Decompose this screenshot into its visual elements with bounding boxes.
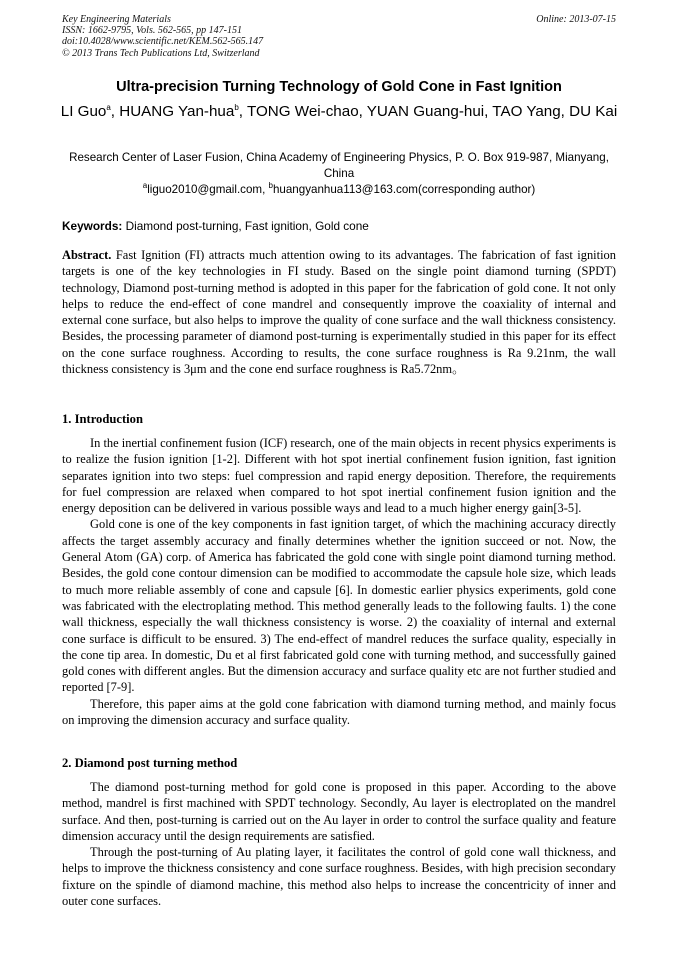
online-date: Online: 2013-07-15 [536,14,616,25]
author-2-sup: b [234,102,239,112]
abstract-text: Fast Ignition (FI) attracts much attention owing to its advantages. The fabrication of fast ignition targets is one of the key technologies in FI study. Based on the single point diamond turning (SPDT) technology, Diamond post-turning method is adopted in this paper for the fabrication of gold cone. It not only helps to reduce the end-effect of cone mandrel and consequently improve the coaxiality of internal and external cone surface, but also helps to improve the quality of cone surface and the wall thickness consistency. Besides, the processing parameter of diamond post-turning is experimentally studied in this paper for its effect on the cone surface roughness. According to results, the cone surface roughness is Ra 9.21nm, the wall thickness consistency is 3μm and the cone end surface roughness is Ra5.72nm。 [62,248,616,377]
section-1-body [62,435,616,728]
abstract-label: Abstract. [62,248,112,262]
author-1: LI Guo [60,103,107,120]
email-a-sup: a [142,181,148,191]
author-2: , HUANG Yan-hua [110,103,235,120]
author-1-sup: a [106,102,111,112]
section-2-heading: 2. Diamond post turning method [62,756,238,770]
paragraph: In the inertial confinement fusion (ICF) research, one of the main objects in recent physics experiments is to realize the fusion ignition [1-2]. Different with hot spot inertial confinement fusion ignition, fast ignition separates ignition into two steps: fuel compression and rapid energy deposition. Therefore, the requirements for fuel compression are relaxed when compared to hot spot inertial confinement fusion ignition and the energy deposition can be delivered in various possible ways and lead to a much higher energy gain[3-5]. [62,436,617,516]
section-2-body [62,779,616,909]
journal-name: Key Engineering Materials [62,14,171,25]
paper-title: Ultra-precision Turning Technology of Gold Cone in Fast Ignition [116,79,562,95]
doi-line: doi:10.4028/www.scientific.net/KEM.562-565.147 [62,36,264,48]
copyright-line: © 2013 Trans Tech Publications Ltd, Switzerland [62,47,260,59]
author-rest: , TONG Wei-chao, YUAN Guang-hui, TAO Yang, DU Kai [238,103,618,120]
issn-line: ISSN: 1662-9795, Vols. 562-565, pp 147-151 [62,25,242,37]
email-a: liguo2010@gmail.com, [147,183,269,196]
paragraph: Gold cone is one of the key components in fast ignition target, of which the machining accuracy directly affects the target assembly accuracy and finally determines whether the ignition succeed or not. Now, the General Atom (GA) corp. of America has fabricated the gold cone with single point diamond turning method. Besides, the gold cone contour dimension can be modified to accommodate the capsule hole size, which leads to much more reliable assembly of cone and capsule [6]. In domestic earlier physics experiments, gold cone was fabricated with the electroplating method. This method generally leads to the following faults. 1) the cone wall thickness, especially the wall thickness consistency is worse. 2) the coaxiality of internal and external cone surface is difficult to be ensured. 3) The end-effect of mandrel reduces the surface quality, especially in the cone tip area. In domestic, Du et al first fabricated gold cone with turning method, and successfully gained gold cones with different angles. But the dimension accuracy and surface quality etc are not further studied and reported [7-9]. [62,517,616,695]
affiliation: Research Center of Laser Fusion, China Academy of Engineering Physics, P. O. Box 919-987, Mianyang, China [69,151,609,180]
email-b-sup: b [268,181,273,191]
keywords-label: Keywords: [62,219,123,233]
abstract [62,247,616,377]
journal-header [62,14,263,59]
paragraph: The diamond post-turning method for gold cone is proposed in this paper. According to the above method, mandrel is first machined with SPDT technology. Secondly, Au layer is electroplated on the mandrel surface. And then, post-turning is carried out on the Au layer in order to control the surface quality and feature dimension accuracy until the design requirements are satisfied. [62,780,616,843]
paragraph: Through the post-turning of Au plating layer, it facilitates the control of gold cone wall thickness, and helps to improve the thickness consistency and cone surface roughness. Besides, with high precision secondary fixture on the spindle of diamond machine, this method also helps to increase the concentricity of inner and outer cone surfaces. [62,845,616,909]
author-emails [58,183,620,196]
section-1-heading: 1. Introduction [62,412,143,426]
keywords [62,219,369,233]
paragraph: Therefore, this paper aims at the gold cone fabrication with diamond turning method, and mainly focus on improving the dimension accuracy and surface quality. [62,696,616,728]
keywords-text: Diamond post-turning, Fast ignition, Gold cone [122,219,369,233]
author-list [55,102,623,122]
email-b: huangyanhua113@163.com(corresponding author) [272,183,536,196]
